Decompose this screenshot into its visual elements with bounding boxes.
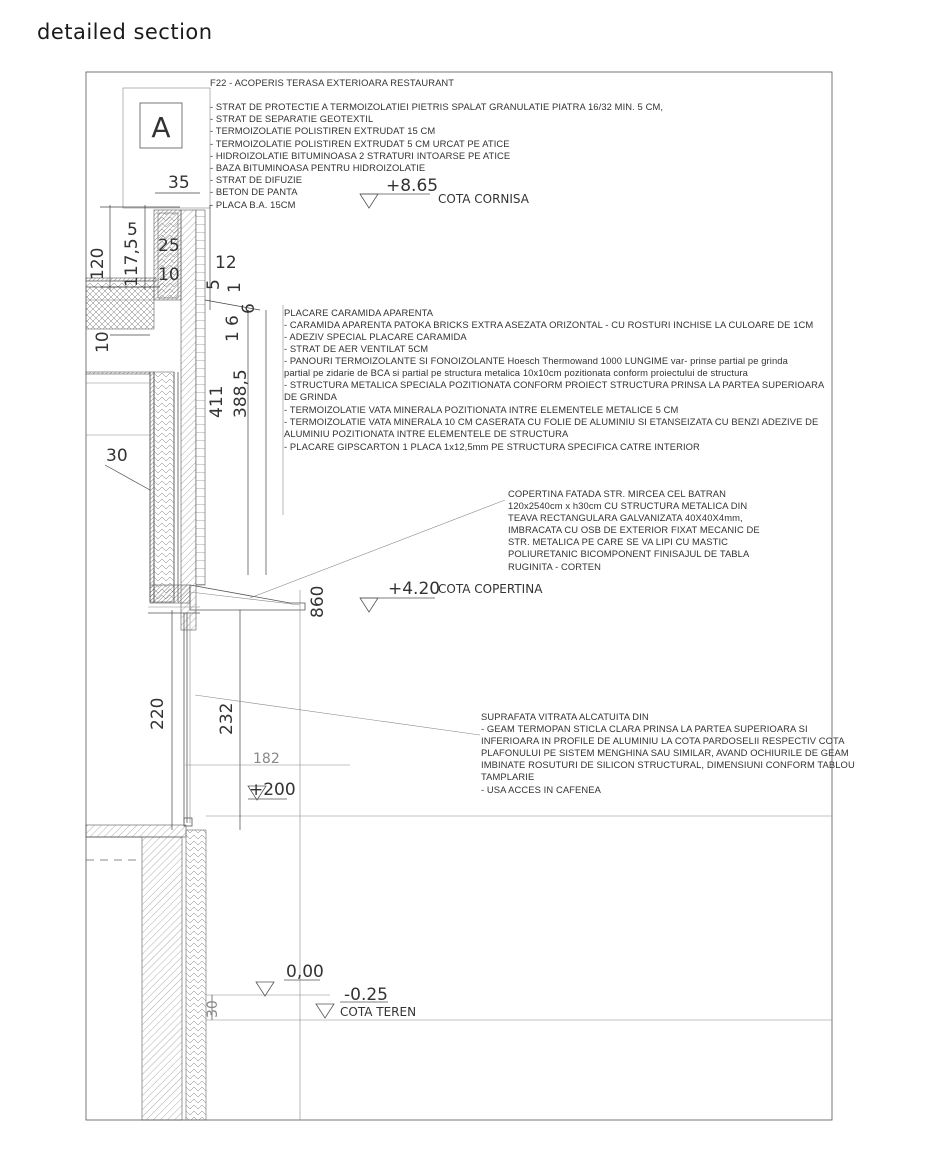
wall-note-line: - ADEZIV SPECIAL PLACARE CARAMIDA xyxy=(284,331,467,342)
dim-35: 35 xyxy=(168,173,190,193)
dim-220: 220 xyxy=(148,697,168,730)
glazing-note-line: PLAFONULUI PE SISTEM MENGHINA SAU SIMILAR, AVAND OCHIURILE DE GEAM xyxy=(481,747,849,758)
glazing-note-line: TAMPLARIE xyxy=(481,771,535,782)
wall-note-line: ALUMINIU POZITIONATA INTRE ELEMENTELE DE STRUCTURA xyxy=(284,428,569,439)
dim-1: 1 xyxy=(225,282,245,293)
elev-zero: 0,00 xyxy=(286,962,324,982)
dim-411: 411 xyxy=(207,385,227,418)
dim-120: 120 xyxy=(88,247,108,280)
dim-30a: 30 xyxy=(106,446,128,466)
canopy-note-line: IMBRACATA CU OSB DE EXTERIOR FIXAT MECANIC DE xyxy=(508,524,760,535)
dim-182: 182 xyxy=(253,751,280,767)
elev-plus200: +200 xyxy=(249,780,296,800)
roof-note-line: - STRAT DE SEPARATIE GEOTEXTIL xyxy=(210,113,374,124)
wall-note-line: PLACARE CARAMIDA APARENTA xyxy=(284,307,434,318)
dim-1b: 1 xyxy=(223,331,243,342)
glazing-note-line: IMBINATE ROSUTURI DE SILICON STRUCTURAL, DIMENSIUNI CONFORM TABLOU xyxy=(481,759,855,770)
wall-note-line: - STRUCTURA METALICA SPECIALA POZITIONATA CONFORM PROIECT STRUCTURA PRINSA LA PARTEA SUPERIOARA xyxy=(284,379,825,390)
dim-5: 5 xyxy=(127,220,138,240)
roof-note-line: - BETON DE PANTA xyxy=(210,186,298,197)
canopy-note-line: COPERTINA FATADA STR. MIRCEA CEL BATRAN xyxy=(508,488,726,499)
elev-copertina-label: COTA COPERTINA xyxy=(438,582,543,596)
wall-note xyxy=(284,307,825,452)
dim-25: 25 xyxy=(158,236,180,256)
dim-5b: 5 xyxy=(204,279,224,290)
elev-cornisa-label: COTA CORNISA xyxy=(438,192,529,206)
canopy xyxy=(148,585,305,613)
roof-note-line: - STRAT DE DIFUZIE xyxy=(210,174,303,185)
canopy-note-line: RUGINITA - CORTEN xyxy=(508,561,602,572)
dim-10b: 10 xyxy=(93,331,113,353)
dim-12: 12 xyxy=(215,253,237,273)
canopy-note xyxy=(508,488,760,572)
wall-note-line: - PLACARE GIPSCARTON 1 PLACA 1x12,5mm PE STRUCTURA SPECIFICA CATRE INTERIOR xyxy=(284,441,700,452)
elev-copertina-value: +4.20 xyxy=(388,579,441,599)
glazing-note-line: INFERIOARA IN PROFILE DE ALUMINIU LA COTA PARDOSELII RESPECTIV COTA xyxy=(481,735,845,746)
wall-note-line: - PANOURI TERMOIZOLANTE SI FONOIZOLANTE Hoesch Thermowand 1000 LUNGIME var- prinse partial pe grinda xyxy=(284,355,788,366)
elev-cornisa-value: +8.65 xyxy=(386,176,439,196)
dim-232: 232 xyxy=(217,702,237,735)
glazing-note-line: - USA ACCES IN CAFENEA xyxy=(481,784,601,795)
wall-note-line: partial pe zidarie de BCA si partial pe structura metalica 10x10cm pozitionata conform proiectului de structura xyxy=(284,367,748,378)
page-title: detailed section xyxy=(37,20,213,44)
elev-teren-label: COTA TEREN xyxy=(340,1005,417,1019)
glazing xyxy=(184,613,192,826)
roof-note-line: - STRAT DE PROTECTIE A TERMOIZOLATIEI PIETRIS SPALAT GRANULATIE PIATRA 16/32 MIN. 5 CM, xyxy=(210,101,664,112)
glazing-note xyxy=(481,711,855,795)
dim-388: 388,5 xyxy=(231,369,251,418)
roof-note-title: F22 - ACOPERIS TERASA EXTERIOARA RESTAURANT xyxy=(210,77,455,88)
dim-10a: 10 xyxy=(158,265,180,285)
roof-note-line: - TERMOIZOLATIE POLISTIREN EXTRUDAT 5 CM URCAT PE ATICE xyxy=(210,138,510,149)
roof-note-line: - HIDROIZOLATIE BITUMINOASA 2 STRATURI INTOARSE PE ATICE xyxy=(210,150,511,161)
dim-860: 860 xyxy=(308,585,328,618)
dim-6b: 6 xyxy=(223,315,243,326)
glazing-leader xyxy=(195,695,480,735)
glazing-note-line: - GEAM TERMOPAN STICLA CLARA PRINSA LA PARTEA SUPERIOARA SI xyxy=(481,723,808,734)
wall-note-line: DE GRINDA xyxy=(284,391,337,402)
wall-note-line: - TERMOIZOLATIE VATA MINERALA POZITIONATA INTRE ELEMENTELE METALICE 5 CM xyxy=(284,404,679,415)
canopy-note-line: TEAVA RECTANGULARA GALVANIZATA 40X40X4mm, xyxy=(508,512,743,523)
canopy-note-line: 120x2540cm x h30cm CU STRUCTURA METALICA DIN xyxy=(508,500,748,511)
glazing-note-line: SUPRAFATA VITRATA ALCATUITA DIN xyxy=(481,711,649,722)
elev-teren-value: -0.25 xyxy=(344,985,388,1005)
wall-note-line: - TERMOIZOLATIE VATA MINERALA 10 CM CASERATA CU FOLIE DE ALUMINIU SI ETANSEIZATA CU BENZI ADEZIVE DE xyxy=(284,416,819,427)
canopy-note-line: POLIURETANIC BICOMPONENT FINISAJUL DE TABLA xyxy=(508,548,750,559)
ground-assembly xyxy=(86,816,832,1120)
section-tag: A xyxy=(151,111,171,144)
canopy-note-line: STR. METALICA PE CARE SE VA LIPI CU MASTIC xyxy=(508,536,729,547)
dim-30b: 30 xyxy=(205,1000,221,1018)
wall-note-line: - STRAT DE AER VENTILAT 5CM xyxy=(284,343,429,354)
roof-note-line: - TERMOIZOLATIE POLISTIREN EXTRUDAT 15 CM xyxy=(210,125,436,136)
dim-117: 117,5 xyxy=(122,238,142,287)
roof-note-line: - PLACA B.A. 15CM xyxy=(210,199,296,210)
wall-note-line: - CARAMIDA APARENTA PATOKA BRICKS EXTRA ASEZATA ORIZONTAL - CU ROSTURI INCHISE LA CULOARE DE 1CM xyxy=(284,319,814,330)
roof-note-line: - BAZA BITUMINOASA PENTRU HIDROIZOLATIE xyxy=(210,162,426,173)
dim-6a: 6 xyxy=(239,303,259,314)
